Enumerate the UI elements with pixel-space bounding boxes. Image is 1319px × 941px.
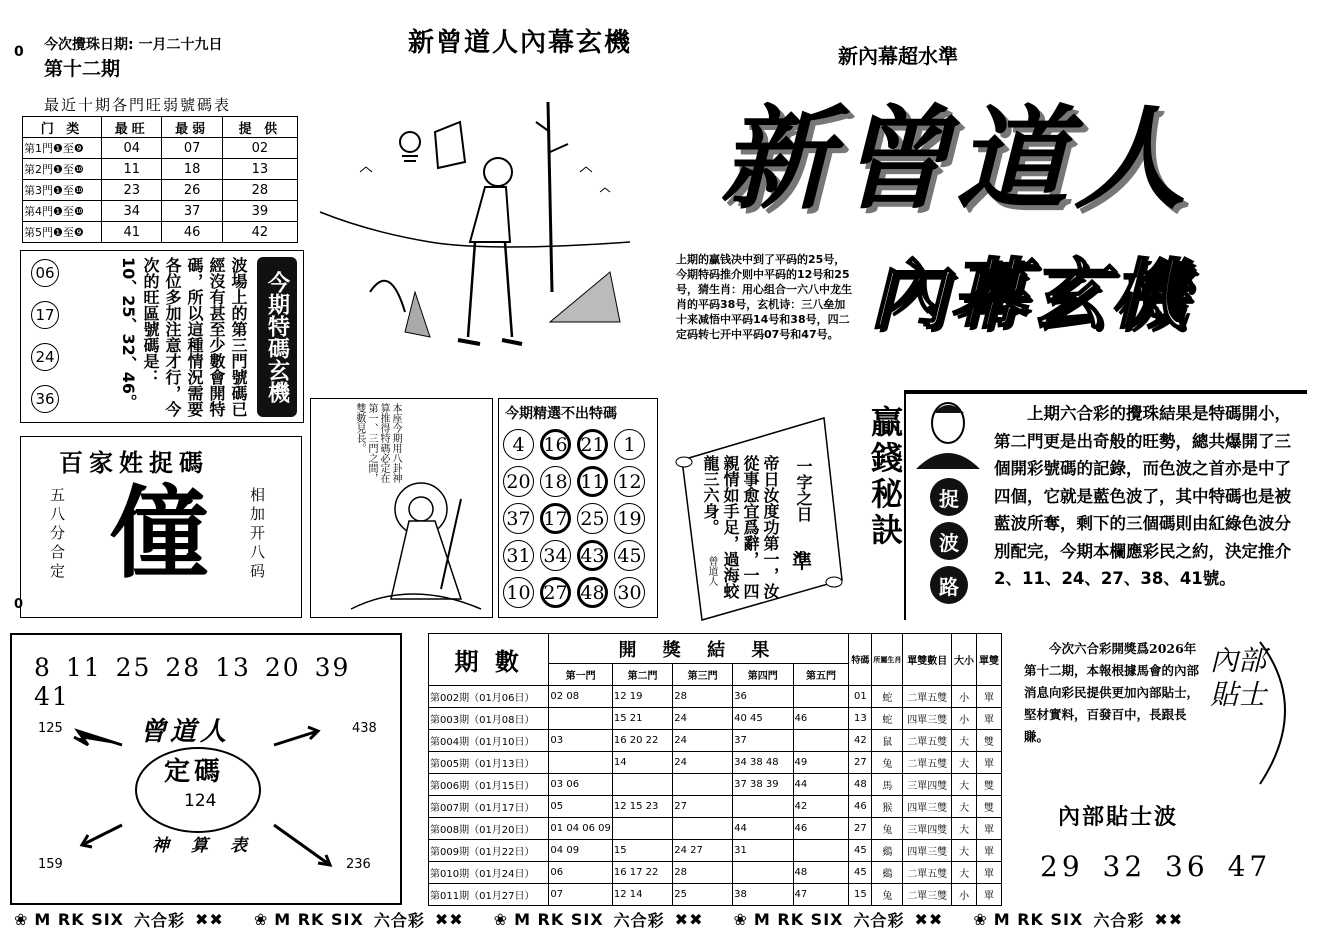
cross-icon: ✖✖ — [434, 910, 464, 929]
chase-badges — [930, 478, 968, 604]
count-cell: 二單五雙 — [903, 862, 952, 884]
gate3-cell: 24 — [673, 730, 733, 752]
gate2-cell: 12 15 23 — [612, 796, 672, 818]
gate2-cell: 15 21 — [612, 708, 672, 730]
gate-hot: 41 — [102, 222, 162, 243]
footer-brand: M RK SIX — [34, 910, 124, 929]
gate4-cell: 36 — [733, 686, 793, 708]
gate-tip: 28 — [222, 180, 297, 201]
gate5-cell — [793, 730, 849, 752]
footer-logo — [254, 908, 464, 931]
size-cell: 大 — [952, 862, 977, 884]
hot-zone-badge: 今期特碼玄機 — [257, 257, 297, 417]
table-row — [429, 862, 1002, 884]
gate5-cell: 48 — [793, 862, 849, 884]
special-cell: 42 — [849, 730, 872, 752]
grid-number: 1 — [614, 429, 645, 460]
flower-icon: ❀ — [733, 910, 748, 929]
grid-number: 18 — [540, 466, 571, 497]
scroll-signature: 曾道人 — [706, 556, 717, 586]
hot-number: 24 — [31, 343, 59, 371]
table-row — [429, 752, 1002, 774]
zodiac-cell: 兔 — [872, 752, 903, 774]
gate1-cell: 02 08 — [549, 686, 612, 708]
gate5-cell: 46 — [793, 708, 849, 730]
gate5-cell — [793, 840, 849, 862]
zodiac-cell: 馬 — [872, 774, 903, 796]
gate3-cell: 24 — [673, 708, 733, 730]
gate2-cell — [612, 818, 672, 840]
period-cell: 第011期（01月27日） — [429, 884, 549, 906]
gate-label: 第4門❶至❿ — [23, 201, 102, 222]
odd-cell: 雙 — [977, 796, 1002, 818]
gate-header-type: 门 类 — [23, 117, 102, 138]
cross-icon: ✖✖ — [914, 910, 944, 929]
col-size: 大小 — [952, 634, 977, 686]
main-title: 新曾道人內幕玄機 — [408, 28, 633, 58]
grid-number: 20 — [503, 466, 534, 497]
grid-number: 17 — [540, 503, 571, 534]
odd-cell: 單 — [977, 752, 1002, 774]
gate3-cell — [673, 818, 733, 840]
gate-hot: 34 — [102, 201, 162, 222]
table-row — [23, 180, 298, 201]
hot-number: 36 — [31, 385, 59, 413]
surname-right-text: 相加开八码 — [248, 487, 266, 582]
gate2-cell: 16 17 22 — [612, 862, 672, 884]
special-cell: 15 — [849, 884, 872, 906]
odd-cell: 單 — [977, 840, 1002, 862]
big-title: 新曾道人 — [720, 95, 1192, 225]
gate2-cell — [612, 774, 672, 796]
grid-number: 19 — [614, 503, 645, 534]
period-cell: 第005期（01月13日） — [429, 752, 549, 774]
gate-hot: 23 — [102, 180, 162, 201]
gate3-cell: 28 — [673, 686, 733, 708]
inside-tip-wave-numbers: 29 32 36 47 — [1040, 850, 1272, 883]
gate1-cell: 01 04 06 09 — [549, 818, 612, 840]
count-cell: 二單五雙 — [903, 686, 952, 708]
fixed-name: 曾道人 — [140, 717, 231, 747]
gate5-cell: 46 — [793, 818, 849, 840]
size-cell: 大 — [952, 774, 977, 796]
grid-number: 4 — [503, 429, 534, 460]
period-label: 第十二期 — [44, 58, 121, 80]
surname-title: 百家姓捉碼 — [59, 449, 209, 477]
table-row — [429, 774, 1002, 796]
goddess-text: 本座今期用八卦神算推得特碼必定在第一、三門之間，雙數見長。 — [354, 403, 401, 483]
grid-number: 43 — [577, 540, 608, 571]
zodiac-cell: 兔 — [872, 884, 903, 906]
gate3-cell: 28 — [673, 862, 733, 884]
footer-cn: 六合彩 — [134, 911, 186, 930]
cross-icon: ✖✖ — [195, 910, 224, 929]
odd-cell: 單 — [977, 862, 1002, 884]
gate-hot: 11 — [102, 159, 162, 180]
gate-label: 第3門❶至❿ — [23, 180, 102, 201]
gate-label: 第1門❶至❾ — [23, 138, 102, 159]
grid-number: 45 — [614, 540, 645, 571]
zodiac-cell: 鷄 — [872, 862, 903, 884]
fixed-bottom: 神算表 — [152, 836, 269, 856]
gate4-cell: 34 38 48 — [733, 752, 793, 774]
gate-tip: 42 — [222, 222, 297, 243]
flower-icon: ❀ — [14, 910, 29, 929]
zodiac-cell: 蛇 — [872, 686, 903, 708]
footer-brand: M RK SIX — [993, 910, 1084, 929]
footer-logo — [733, 908, 943, 931]
chase-badge: 路 — [930, 566, 968, 604]
divider-line — [904, 390, 906, 620]
gate1-cell — [549, 752, 612, 774]
draw-date: 今次攪珠日期: 一月二十九日 — [44, 37, 223, 53]
gate-label: 第5門❶至❾ — [23, 222, 102, 243]
col-odd: 單雙 — [977, 634, 1002, 686]
portrait-icon — [912, 397, 982, 469]
footer-logo — [14, 908, 224, 931]
gate-tip: 13 — [222, 159, 297, 180]
scroll-title: 一字之日 — [794, 458, 813, 522]
chase-badge: 波 — [930, 522, 968, 560]
gate4-cell: 37 38 39 — [733, 774, 793, 796]
zodiac-cell: 兔 — [872, 818, 903, 840]
special-cell: 48 — [849, 774, 872, 796]
gate4-cell: 31 — [733, 840, 793, 862]
odd-cell: 雙 — [977, 730, 1002, 752]
table-row — [23, 159, 298, 180]
fixed-number-box — [10, 633, 402, 905]
grid-number: 34 — [540, 540, 571, 571]
table-row — [429, 796, 1002, 818]
flower-icon: ❀ — [493, 910, 509, 929]
grid-number: 37 — [503, 503, 534, 534]
period-cell: 第004期（01月10日） — [429, 730, 549, 752]
results-table — [428, 633, 1002, 906]
footer-strip — [14, 908, 1314, 932]
grid-number: 25 — [577, 503, 608, 534]
flower-icon: ❀ — [973, 910, 988, 929]
marker-zero: 0 — [14, 44, 24, 60]
grid-number: 21 — [577, 429, 608, 460]
grid-number: 10 — [503, 577, 534, 608]
gate1-cell: 06 — [549, 862, 612, 884]
gate2-cell: 14 — [612, 752, 672, 774]
grid-number: 11 — [577, 466, 608, 497]
odd-cell: 單 — [977, 708, 1002, 730]
gate4-cell — [733, 796, 793, 818]
gate-table — [22, 116, 298, 243]
boy-illustration — [310, 92, 640, 362]
surname-character: 僮 — [109, 474, 209, 592]
col-gate1: 第一門 — [549, 664, 612, 686]
size-cell: 大 — [952, 730, 977, 752]
size-cell: 小 — [952, 884, 977, 906]
grid-number: 48 — [577, 577, 608, 608]
count-cell: 四單三雙 — [903, 796, 952, 818]
special-cell: 13 — [849, 708, 872, 730]
table-row — [23, 201, 298, 222]
col-gate5: 第五門 — [793, 664, 849, 686]
size-cell: 大 — [952, 840, 977, 862]
period-cell: 第002期（01月06日） — [429, 686, 549, 708]
gate3-cell — [673, 774, 733, 796]
count-cell: 二單三雙 — [903, 884, 952, 906]
count-cell: 四單三雙 — [903, 840, 952, 862]
table-row — [23, 138, 298, 159]
grid-number: 27 — [540, 577, 571, 608]
gate-cold: 46 — [162, 222, 222, 243]
footer-brand: M RK SIX — [514, 910, 604, 929]
gate5-cell: 49 — [793, 752, 849, 774]
grid-number: 16 — [540, 429, 571, 460]
gate2-cell: 12 14 — [612, 884, 672, 906]
corner-number: 125 — [38, 721, 63, 736]
gate-tip: 39 — [222, 201, 297, 222]
size-cell: 小 — [952, 708, 977, 730]
footer-cn: 六合彩 — [1093, 911, 1145, 930]
table-row — [429, 708, 1002, 730]
table-row — [429, 730, 1002, 752]
gate4-cell — [733, 862, 793, 884]
chase-badge: 捉 — [930, 478, 968, 516]
gate1-cell: 03 — [549, 730, 612, 752]
corner-number: 236 — [346, 857, 371, 872]
cross-icon: ✖✖ — [1154, 910, 1184, 929]
gate1-cell — [549, 708, 612, 730]
footer-brand: M RK SIX — [753, 910, 844, 929]
goddess-illustration — [331, 479, 491, 615]
gate4-cell: 38 — [733, 884, 793, 906]
gate-hot: 04 — [102, 138, 162, 159]
special-cell: 45 — [849, 862, 872, 884]
col-count: 單雙數目 — [903, 634, 952, 686]
count-cell: 四單三雙 — [903, 708, 952, 730]
surname-left-text: 五八分合定 — [48, 487, 66, 582]
col-gate3: 第三門 — [673, 664, 733, 686]
count-cell: 三單四雙 — [903, 774, 952, 796]
grid-number: 12 — [614, 466, 645, 497]
gate5-cell — [793, 686, 849, 708]
special-cell: 46 — [849, 796, 872, 818]
gate-label: 第2門❶至❿ — [23, 159, 102, 180]
special-cell: 45 — [849, 840, 872, 862]
hot-number: 17 — [31, 301, 59, 329]
gate1-cell: 03 06 — [549, 774, 612, 796]
count-cell: 二單五雙 — [903, 752, 952, 774]
grid-number: 30 — [614, 577, 645, 608]
size-cell: 大 — [952, 796, 977, 818]
special-cell: 27 — [849, 752, 872, 774]
gate2-cell: 12 19 — [612, 686, 672, 708]
hot-zone-circles — [31, 259, 59, 413]
surname-box — [20, 436, 302, 618]
gate5-cell: 42 — [793, 796, 849, 818]
fixed-value: 124 — [184, 791, 217, 811]
scroll-text: 帝日汝度功第一，汝從事愈宜爲辭，一四親情如手足，過海蛟龍三六身。 — [701, 455, 780, 599]
odd-cell: 單 — [977, 686, 1002, 708]
cross-icon: ✖✖ — [674, 910, 704, 929]
marker-zero: 0 — [14, 597, 24, 612]
gate1-cell: 07 — [549, 884, 612, 906]
corner-number: 438 — [352, 721, 377, 736]
footer-logo — [494, 908, 704, 931]
divider-line — [904, 390, 1307, 394]
col-special: 特碼 — [849, 634, 872, 686]
footer-cn: 六合彩 — [853, 911, 905, 930]
win-money-label: 贏錢秘訣 — [866, 405, 904, 549]
footer-brand: M RK SIX — [274, 910, 364, 929]
odd-cell: 單 — [977, 818, 1002, 840]
fixed-label: 定碼 — [164, 757, 225, 787]
gate-cold: 37 — [162, 201, 222, 222]
gate-header-hot: 最旺 — [102, 117, 162, 138]
zodiac-cell: 猴 — [872, 796, 903, 818]
gate-table-caption: 最近十期各門旺弱號碼表 — [44, 96, 232, 114]
gate3-cell: 27 — [673, 796, 733, 818]
gate5-cell: 47 — [793, 884, 849, 906]
footer-logo — [973, 908, 1183, 931]
zodiac-cell: 蛇 — [872, 708, 903, 730]
last-result-text: 上期的贏钱决中到了平码的25号，今期特码推介则中平码的12号和25号，猜生肖：用心组合一六八中龙生肖的平码38号，玄机诗：三八垒加十来减悟中平码14号和38号，四二定码转七开中平码07号和47号。 — [676, 253, 852, 341]
gate2-cell: 15 — [612, 840, 672, 862]
col-gate2: 第二門 — [612, 664, 672, 686]
zodiac-cell: 鼠 — [872, 730, 903, 752]
size-cell: 小 — [952, 686, 977, 708]
results-body — [429, 686, 1002, 906]
inside-tip-wave-title: 內部貼士波 — [1058, 805, 1179, 830]
gate-cold: 18 — [162, 159, 222, 180]
gate3-cell: 24 27 — [673, 840, 733, 862]
corner-number: 159 — [38, 857, 63, 872]
gate1-cell: 05 — [549, 796, 612, 818]
sub-title: 新內幕超水準 — [838, 44, 958, 68]
gate-header-cold: 最弱 — [162, 117, 222, 138]
size-cell: 大 — [952, 818, 977, 840]
count-cell: 三單四雙 — [903, 818, 952, 840]
footer-cn: 六合彩 — [613, 911, 665, 930]
zodiac-cell: 鷄 — [872, 840, 903, 862]
table-row — [23, 222, 298, 243]
no-special-title: 今期精選不出特碼 — [505, 406, 617, 422]
gate4-cell: 40 45 — [733, 708, 793, 730]
gate-cold: 07 — [162, 138, 222, 159]
period-header: 期 數 — [429, 634, 549, 686]
gate3-cell: 25 — [673, 884, 733, 906]
inside-tip-side: 內部貼士 — [1210, 644, 1267, 711]
period-cell: 第003期（01月08日） — [429, 708, 549, 730]
gate-tip: 02 — [222, 138, 297, 159]
results-title: 開 獎 結 果 — [549, 634, 849, 664]
win-money-text: 上期六合彩的攪珠結果是特碼開小，第二門更是出奇般的旺勢，總共爆開了三個開彩號碼的記錄，而色波之首亦是中了四個，它就是藍色波了，其中特碼也是被藍波所奪，剩下的三個碼則由紅綠色波分別配完，今期本欄應彩民之約，決定推介2、11、24、27、38、41號。 — [994, 404, 1291, 588]
table-row — [429, 884, 1002, 906]
no-special-grid — [503, 429, 651, 614]
no-special-box — [498, 398, 658, 618]
gate1-cell: 04 09 — [549, 840, 612, 862]
table-row — [429, 818, 1002, 840]
count-cell: 二單五雙 — [903, 730, 952, 752]
scroll-tag: 準 — [792, 549, 812, 573]
period-cell: 第009期（01月22日） — [429, 840, 549, 862]
gate5-cell: 44 — [793, 774, 849, 796]
odd-cell: 單 — [977, 884, 1002, 906]
hot-zone-text: 波場上的第三門號碼已經沒有甚至少數會開特碼，所以這種情況需要各位多加注意才行，今次的旺區號碼是：10、25、32、46。 — [119, 257, 248, 417]
gate4-cell: 44 — [733, 818, 793, 840]
gate4-cell: 37 — [733, 730, 793, 752]
grid-number: 31 — [503, 540, 534, 571]
gate-cold: 26 — [162, 180, 222, 201]
fixed-numbers: 8 11 25 28 13 20 39 41 — [34, 653, 351, 711]
special-cell: 01 — [849, 686, 872, 708]
period-cell: 第010期（01月24日） — [429, 862, 549, 884]
goddess-box — [310, 398, 493, 618]
odd-cell: 雙 — [977, 774, 1002, 796]
special-cell: 27 — [849, 818, 872, 840]
period-cell: 第008期（01月20日） — [429, 818, 549, 840]
hot-number: 06 — [31, 259, 59, 287]
big-subtitle: 內幕玄機 — [870, 250, 1190, 339]
inside-tip-text: 今次六合彩開獎爲2026年第十二期，本報根據馬會的內部消息向彩民提供更加內部貼士，堅材實料，百發百中，長跟長賺。 — [1024, 641, 1200, 744]
gate3-cell: 24 — [673, 752, 733, 774]
table-row — [429, 840, 1002, 862]
period-cell: 第006期（01月15日） — [429, 774, 549, 796]
col-gate4: 第四門 — [733, 664, 793, 686]
period-cell: 第007期（01月17日） — [429, 796, 549, 818]
flower-icon: ❀ — [253, 910, 269, 929]
footer-cn: 六合彩 — [373, 911, 425, 930]
hot-zone-box — [20, 250, 304, 423]
size-cell: 大 — [952, 752, 977, 774]
gate2-cell: 16 20 22 — [612, 730, 672, 752]
gate-header-tip: 提 供 — [222, 117, 297, 138]
col-zodiac: 所屬生肖 — [872, 634, 903, 686]
table-row — [429, 686, 1002, 708]
